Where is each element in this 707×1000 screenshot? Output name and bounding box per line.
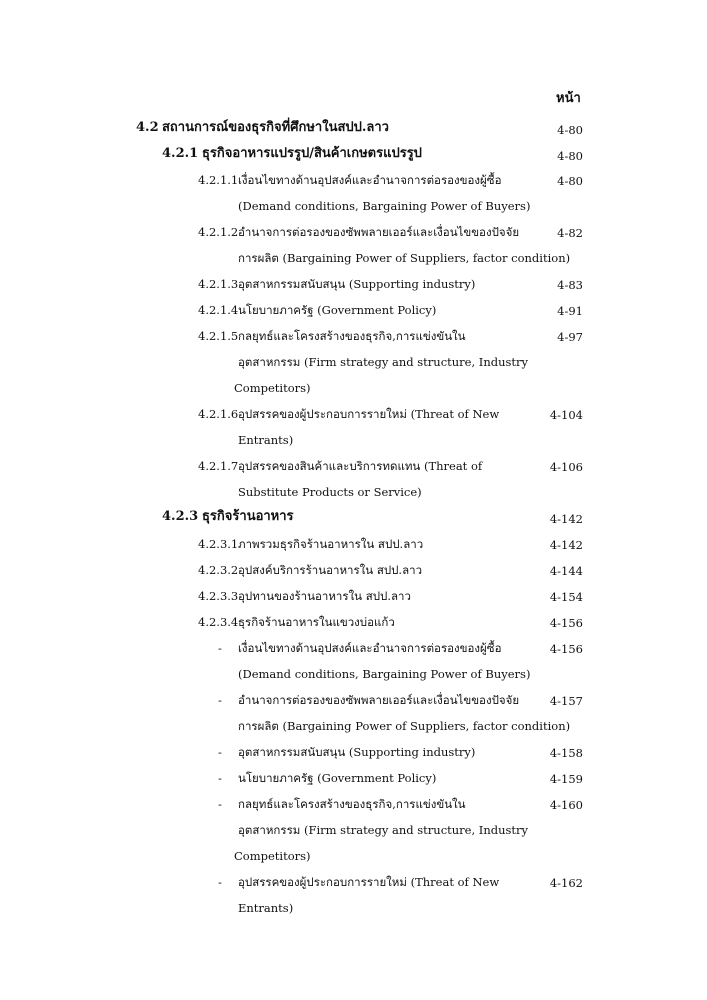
page-number: 4-106 [549,460,583,474]
dash-bullet: - [218,875,222,889]
page-number: 4-157 [549,694,583,708]
page-number: 4-83 [557,278,583,292]
dash-bullet: - [218,693,222,707]
page-number: 4-80 [557,123,583,137]
item-title: อุปสรรคของผู้ประกอบการรายใหม่ (Threat of New [238,875,500,889]
item-title-cont: (Demand conditions, Bargaining Power of Buyers) [238,667,531,681]
item-number: 4.2.1.3 [198,277,239,291]
item-title-cont: การผลิต (Bargaining Power of Suppliers, factor condition) [238,251,571,265]
item-title: อุปทานของร้านอาหารใน สปป.ลาว [238,589,411,603]
item-title: นโยบายภาครัฐ (Government Policy) [238,771,437,785]
item-title: กลยุทธ์และโครงสร้างของธุรกิจ,การแข่งขันใน [238,329,466,343]
item-title: เงื่อนไขทางด้านอุปสงค์และอำนาจการต่อรองของผู้ซื้อ [238,641,502,655]
page-number: 4-104 [549,408,583,422]
page-number: 4-80 [557,174,583,188]
item-number: 4.2.1.1 [198,173,239,187]
item-title-cont: Competitors) [234,849,311,863]
page-number: 4-158 [549,746,583,760]
page-number: 4-144 [549,564,583,578]
dash-bullet: - [218,797,222,811]
item-title: เงื่อนไขทางด้านอุปสงค์และอำนาจการต่อรองของผู้ซื้อ [238,173,502,187]
item-number: 4.2.3.2 [198,563,239,577]
item-title: อุปสรรคของผู้ประกอบการรายใหม่ (Threat of New [238,407,500,421]
item-title-cont: (Demand conditions, Bargaining Power of Buyers) [238,199,531,213]
page-number: 4-91 [557,304,583,318]
item-title-cont: Entrants) [238,433,294,447]
page-number: 4-160 [549,798,583,812]
page-number: 4-156 [549,642,583,656]
item-number: 4.2.1.5 [198,329,239,343]
section-title: สถานการณ์ของธุรกิจที่ศึกษาในสปป.ลาว [162,120,389,135]
page-column-header: หน้า [556,91,581,106]
item-title-cont: อุตสาหกรรม (Firm strategy and structure, Industry [238,823,529,837]
page-number: 4-142 [549,538,583,552]
section-number: 4.2 [136,120,159,135]
dash-bullet: - [218,771,222,785]
item-title: ภาพรวมธุรกิจร้านอาหารใน สปป.ลาว [238,537,424,551]
item-title-cont: อุตสาหกรรม (Firm strategy and structure, Industry [238,355,529,369]
page-number: 4-159 [549,772,583,786]
page-number: 4-162 [549,876,583,890]
item-title: อำนาจการต่อรองของซัพพลายเออร์และเงื่อนไขของปัจจัย [238,693,520,707]
subsection-title: ธุรกิจอาหารแปรรูป/สินค้าเกษตรแปรรูป [202,146,422,161]
item-title: นโยบายภาครัฐ (Government Policy) [238,303,437,317]
item-title: ธุรกิจร้านอาหารในแขวงบ่อแก้ว [238,615,395,629]
item-title-cont: Entrants) [238,901,294,915]
item-number: 4.2.1.4 [198,303,239,317]
page-number: 4-82 [557,226,583,240]
subsection-title: ธุรกิจร้านอาหาร [202,509,294,524]
item-title-cont: Substitute Products or Service) [238,485,422,499]
page-number: 4-80 [557,149,583,163]
item-title: อุตสาหกรรมสนับสนุน (Supporting industry) [238,745,476,759]
item-title: อุปสงค์บริการร้านอาหารใน สปป.ลาว [238,563,423,577]
item-number: 4.2.1.2 [198,225,239,239]
item-title: กลยุทธ์และโครงสร้างของธุรกิจ,การแข่งขันใน [238,797,466,811]
item-title-cont: การผลิต (Bargaining Power of Suppliers, factor condition) [238,719,571,733]
subsection-number: 4.2.3 [162,509,199,524]
item-number: 4.2.1.6 [198,407,239,421]
item-title: อุตสาหกรรมสนับสนุน (Supporting industry) [238,277,476,291]
page-number: 4-142 [549,512,583,526]
item-title: อุปสรรคของสินค้าและบริการทดแทน (Threat of [238,459,483,473]
page-number: 4-97 [557,330,583,344]
item-number: 4.2.1.7 [198,459,239,473]
item-title: อำนาจการต่อรองของซัพพลายเออร์และเงื่อนไขของปัจจัย [238,225,520,239]
page-number: 4-154 [549,590,583,604]
dash-bullet: - [218,641,222,655]
page-number: 4-156 [549,616,583,630]
item-number: 4.2.3.3 [198,589,239,603]
subsection-number: 4.2.1 [162,146,199,161]
item-title-cont: Competitors) [234,381,311,395]
item-number: 4.2.3.1 [198,537,239,551]
item-number: 4.2.3.4 [198,615,239,629]
dash-bullet: - [218,745,222,759]
